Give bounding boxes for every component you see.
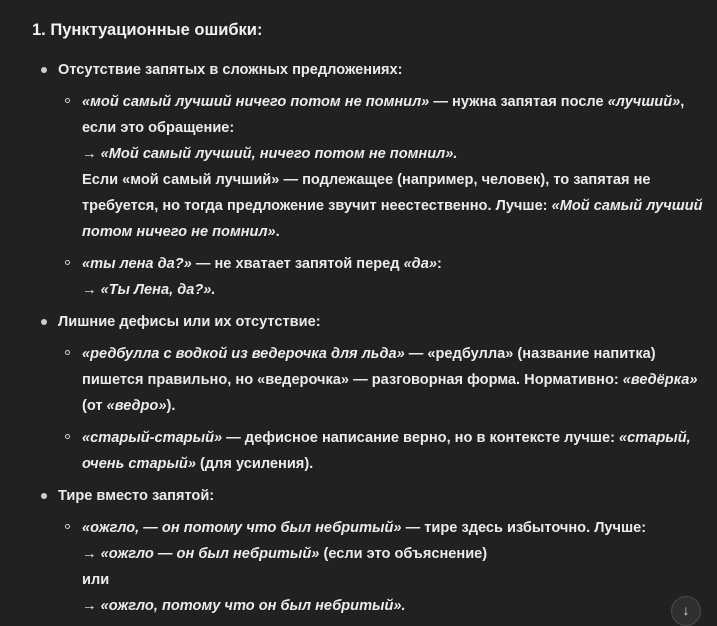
note-end: . [275,224,280,240]
explanation: (от [82,398,107,414]
message-content [32,17,704,625]
correction-line [82,593,704,619]
example-item [58,425,704,477]
example-list [58,515,704,619]
scroll-down-button[interactable] [671,596,701,626]
explanation: — дефисное написание верно, но в контексте лучше: [222,430,620,446]
example-quote: «ожгло, — он потому что был небритый» [82,520,402,536]
category-dash [32,483,704,619]
example-quote: «редбулла с водкой из ведерочка для льда» [82,346,405,362]
quoted-word: «ведёрка» [622,372,698,388]
category-title: Тире вместо запятой: [58,488,215,504]
arrow-icon: → [82,598,101,614]
example-quote: «старый-старый» [82,430,223,446]
category-missing-commas [32,57,704,303]
example-item [58,515,704,619]
note [82,167,704,245]
explanation: : [436,256,442,272]
explanation: — «редбулла» (название напитка) пишется правильно, но «ведерочка» — разговорная форма. Нормативно: [82,346,656,388]
arrow-icon: → [82,546,101,562]
example-list [58,89,704,303]
suggestion: «старый, очень старый» [82,430,691,472]
arrow-icon: → [82,146,101,162]
error-category-list [32,57,704,619]
explanation: ). [166,398,176,414]
arrow-down-icon: ↓ [682,602,690,618]
quoted-word: «ведро» [106,398,167,414]
example-quote: «мой самый лучший ничего потом не помнил» [82,94,430,110]
correction-line [82,141,704,167]
suggestion: «Мой самый лучший потом ничего не помнил» [82,198,703,240]
or-text: или [82,572,110,588]
category-hyphens [32,309,704,477]
example-list [58,341,704,477]
example-item [58,89,704,245]
correction: «ожгло, потому что он был небритый». [100,598,406,614]
category-title: Лишние дефисы или их отсутствие: [58,314,321,330]
correction-note: (если это объяснение) [319,546,488,562]
correction: «Мой самый лучший, ничего потом не помнил». [100,146,458,162]
quoted-word: «да» [403,256,437,272]
correction: «ожгло — он был небритый» [100,546,320,562]
correction-line [82,541,704,567]
arrow-icon: → [82,282,101,298]
correction: «Ты Лена, да?». [100,282,216,298]
section-heading: 1. Пунктуационные ошибки: [32,21,263,39]
example-quote: «ты лена да?» [82,256,192,272]
explanation: — нужна запятая после [429,94,608,110]
correction-line [82,277,704,303]
example-item [58,251,704,303]
example-item [58,341,704,419]
explanation: — не хватает запятой перед [191,256,404,272]
explanation: — тире здесь избыточно. Лучше: [401,520,647,536]
explanation: (для усиления). [195,456,314,472]
explanation: , если это обращение: [82,94,685,136]
quoted-word: «лучший» [607,94,681,110]
category-title: Отсутствие запятых в сложных предложениях: [58,62,403,78]
note-text: Если «мой самый лучший» — подлежащее (например, человек), то запятая не требуется, но тогда предложение звучит неестественно. Лучше: [82,172,651,214]
